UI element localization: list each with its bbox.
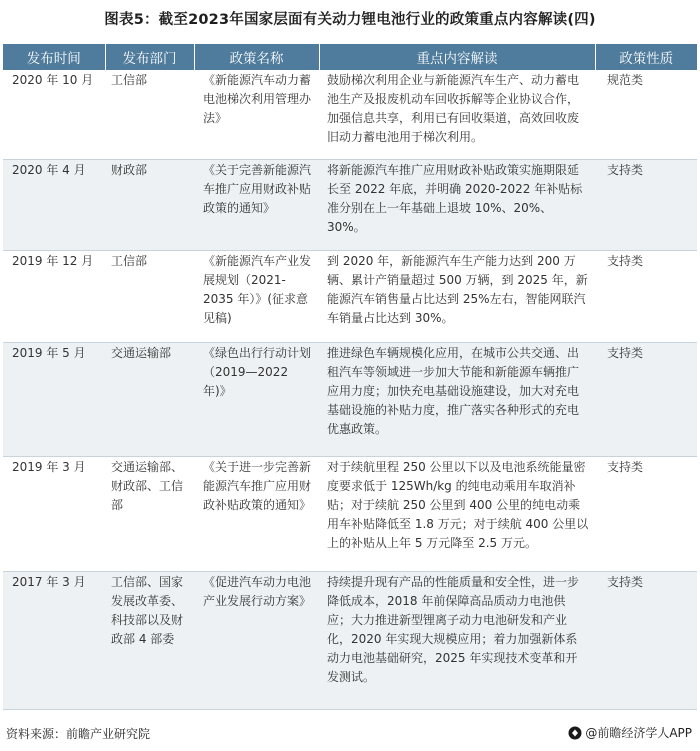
credit-text: @前瞻经济学人APP xyxy=(585,726,692,740)
cell-nature: 支持类 xyxy=(595,159,697,250)
header-name: 政策名称 xyxy=(194,44,319,70)
cell-dept: 工信部、国家发展改革委、科技部以及财政部 4 部委 xyxy=(105,571,194,709)
cell-nature: 支持类 xyxy=(595,342,697,456)
cell-date: 2020 年 10 月 xyxy=(3,70,105,159)
cell-date: 2017 年 3 月 xyxy=(3,571,105,709)
cell-date: 2019 年 5 月 xyxy=(3,342,105,456)
cell-dept: 工信部 xyxy=(105,250,194,342)
cell-date: 2019 年 3 月 xyxy=(3,456,105,571)
cell-policy-name: 《绿色出行行动计划（2019—2022 年)》 xyxy=(194,342,319,456)
cell-dept: 交通运输部 xyxy=(105,342,194,456)
cell-dept: 工信部 xyxy=(105,70,194,159)
cell-content: 将新能源汽车推广应用财政补贴政策实施期限延长至 2022 年底，并明确 2020-2022 年补贴标准分别在上一年基础上退坡 10%、20%、30%。 xyxy=(319,159,595,250)
cell-dept: 交通运输部、财政部、工信部 xyxy=(105,456,194,571)
cell-date: 2019 年 12 月 xyxy=(3,250,105,342)
cell-content: 对于续航里程 250 公里以下以及电池系统能量密度要求低于 125Wh/kg 的纯电动乘用车取消补贴；对于续航 250 公里到 400 公里的纯电动乘用车补贴降低至 1.8 万元；对于续航 400 公里以上的补贴从上年 5 万元降至 2.5 万元。 xyxy=(319,456,595,571)
cell-nature: 支持类 xyxy=(595,571,697,709)
table-row xyxy=(3,70,697,159)
cell-content: 鼓励梯次利用企业与新能源汽车生产、动力蓄电池生产及报废机动车回收拆解等企业协议合作，加强信息共享，利用已有回收渠道，高效回收废旧动力蓄电池用于梯次利用。 xyxy=(319,70,595,159)
header-date: 发布时间 xyxy=(3,44,105,70)
cell-nature: 支持类 xyxy=(595,250,697,342)
header-nature: 政策性质 xyxy=(595,44,697,70)
cell-nature: 支持类 xyxy=(595,456,697,571)
cell-content: 推进绿色车辆规模化应用，在城市公共交通、出租汽车等领域进一步加大节能和新能源车辆推广应用力度；加快充电基础设施建设，加大对充电基础设施的补贴力度，推广落实各种形式的充电优惠政策。 xyxy=(319,342,595,456)
page-title: 图表5：截至2023年国家层面有关动力锂电池行业的政策重点内容解读(四) xyxy=(104,12,596,28)
table-row xyxy=(3,456,697,571)
table-row xyxy=(3,571,697,709)
cell-content: 持续提升现有产品的性能质量和安全性，进一步降低成本，2018 年前保障高品质动力电池供应；大力推进新型锂离子动力电池研发和产业化，2020 年实现大规模应用；着力加强新体系动力电池基础研究，2025 年实现技术变革和开发测试。 xyxy=(319,571,595,709)
table-row xyxy=(3,342,697,456)
cell-nature: 规范类 xyxy=(595,70,697,159)
cell-date: 2020 年 4 月 xyxy=(3,159,105,250)
header-content: 重点内容解读 xyxy=(319,44,595,70)
table-header-row xyxy=(3,44,697,70)
cell-policy-name: 《促进汽车动力电池产业发展行动方案》 xyxy=(194,571,319,709)
cell-policy-name: 《新能源汽车动力蓄电池梯次利用管理办法》 xyxy=(194,70,319,159)
cell-dept: 财政部 xyxy=(105,159,194,250)
cell-policy-name: 《关于完善新能源汽车推广应用财政补贴政策的通知》 xyxy=(194,159,319,250)
cell-content: 到 2020 年，新能源汽车生产能力达到 200 万辆、累计产销量超过 500 万辆，到 2025 年，新能源汽车销售量占比达到 25%左右，智能网联汽车销量占比达到 30%。 xyxy=(319,250,595,342)
table-row xyxy=(3,250,697,342)
table-row xyxy=(3,159,697,250)
credit-note xyxy=(568,724,692,741)
policy-table xyxy=(3,44,697,710)
cell-policy-name: 《关于进一步完善新能源汽车推广应用财政补贴政策的通知》 xyxy=(194,456,319,571)
cell-policy-name: 《新能源汽车产业发展规划（2021-2035 年）》(征求意见稿) xyxy=(194,250,319,342)
source-note: 资料来源：前瞻产业研究院 xyxy=(6,727,151,741)
qianzhan-logo-icon xyxy=(568,726,582,740)
header-dept: 发布部门 xyxy=(105,44,194,70)
